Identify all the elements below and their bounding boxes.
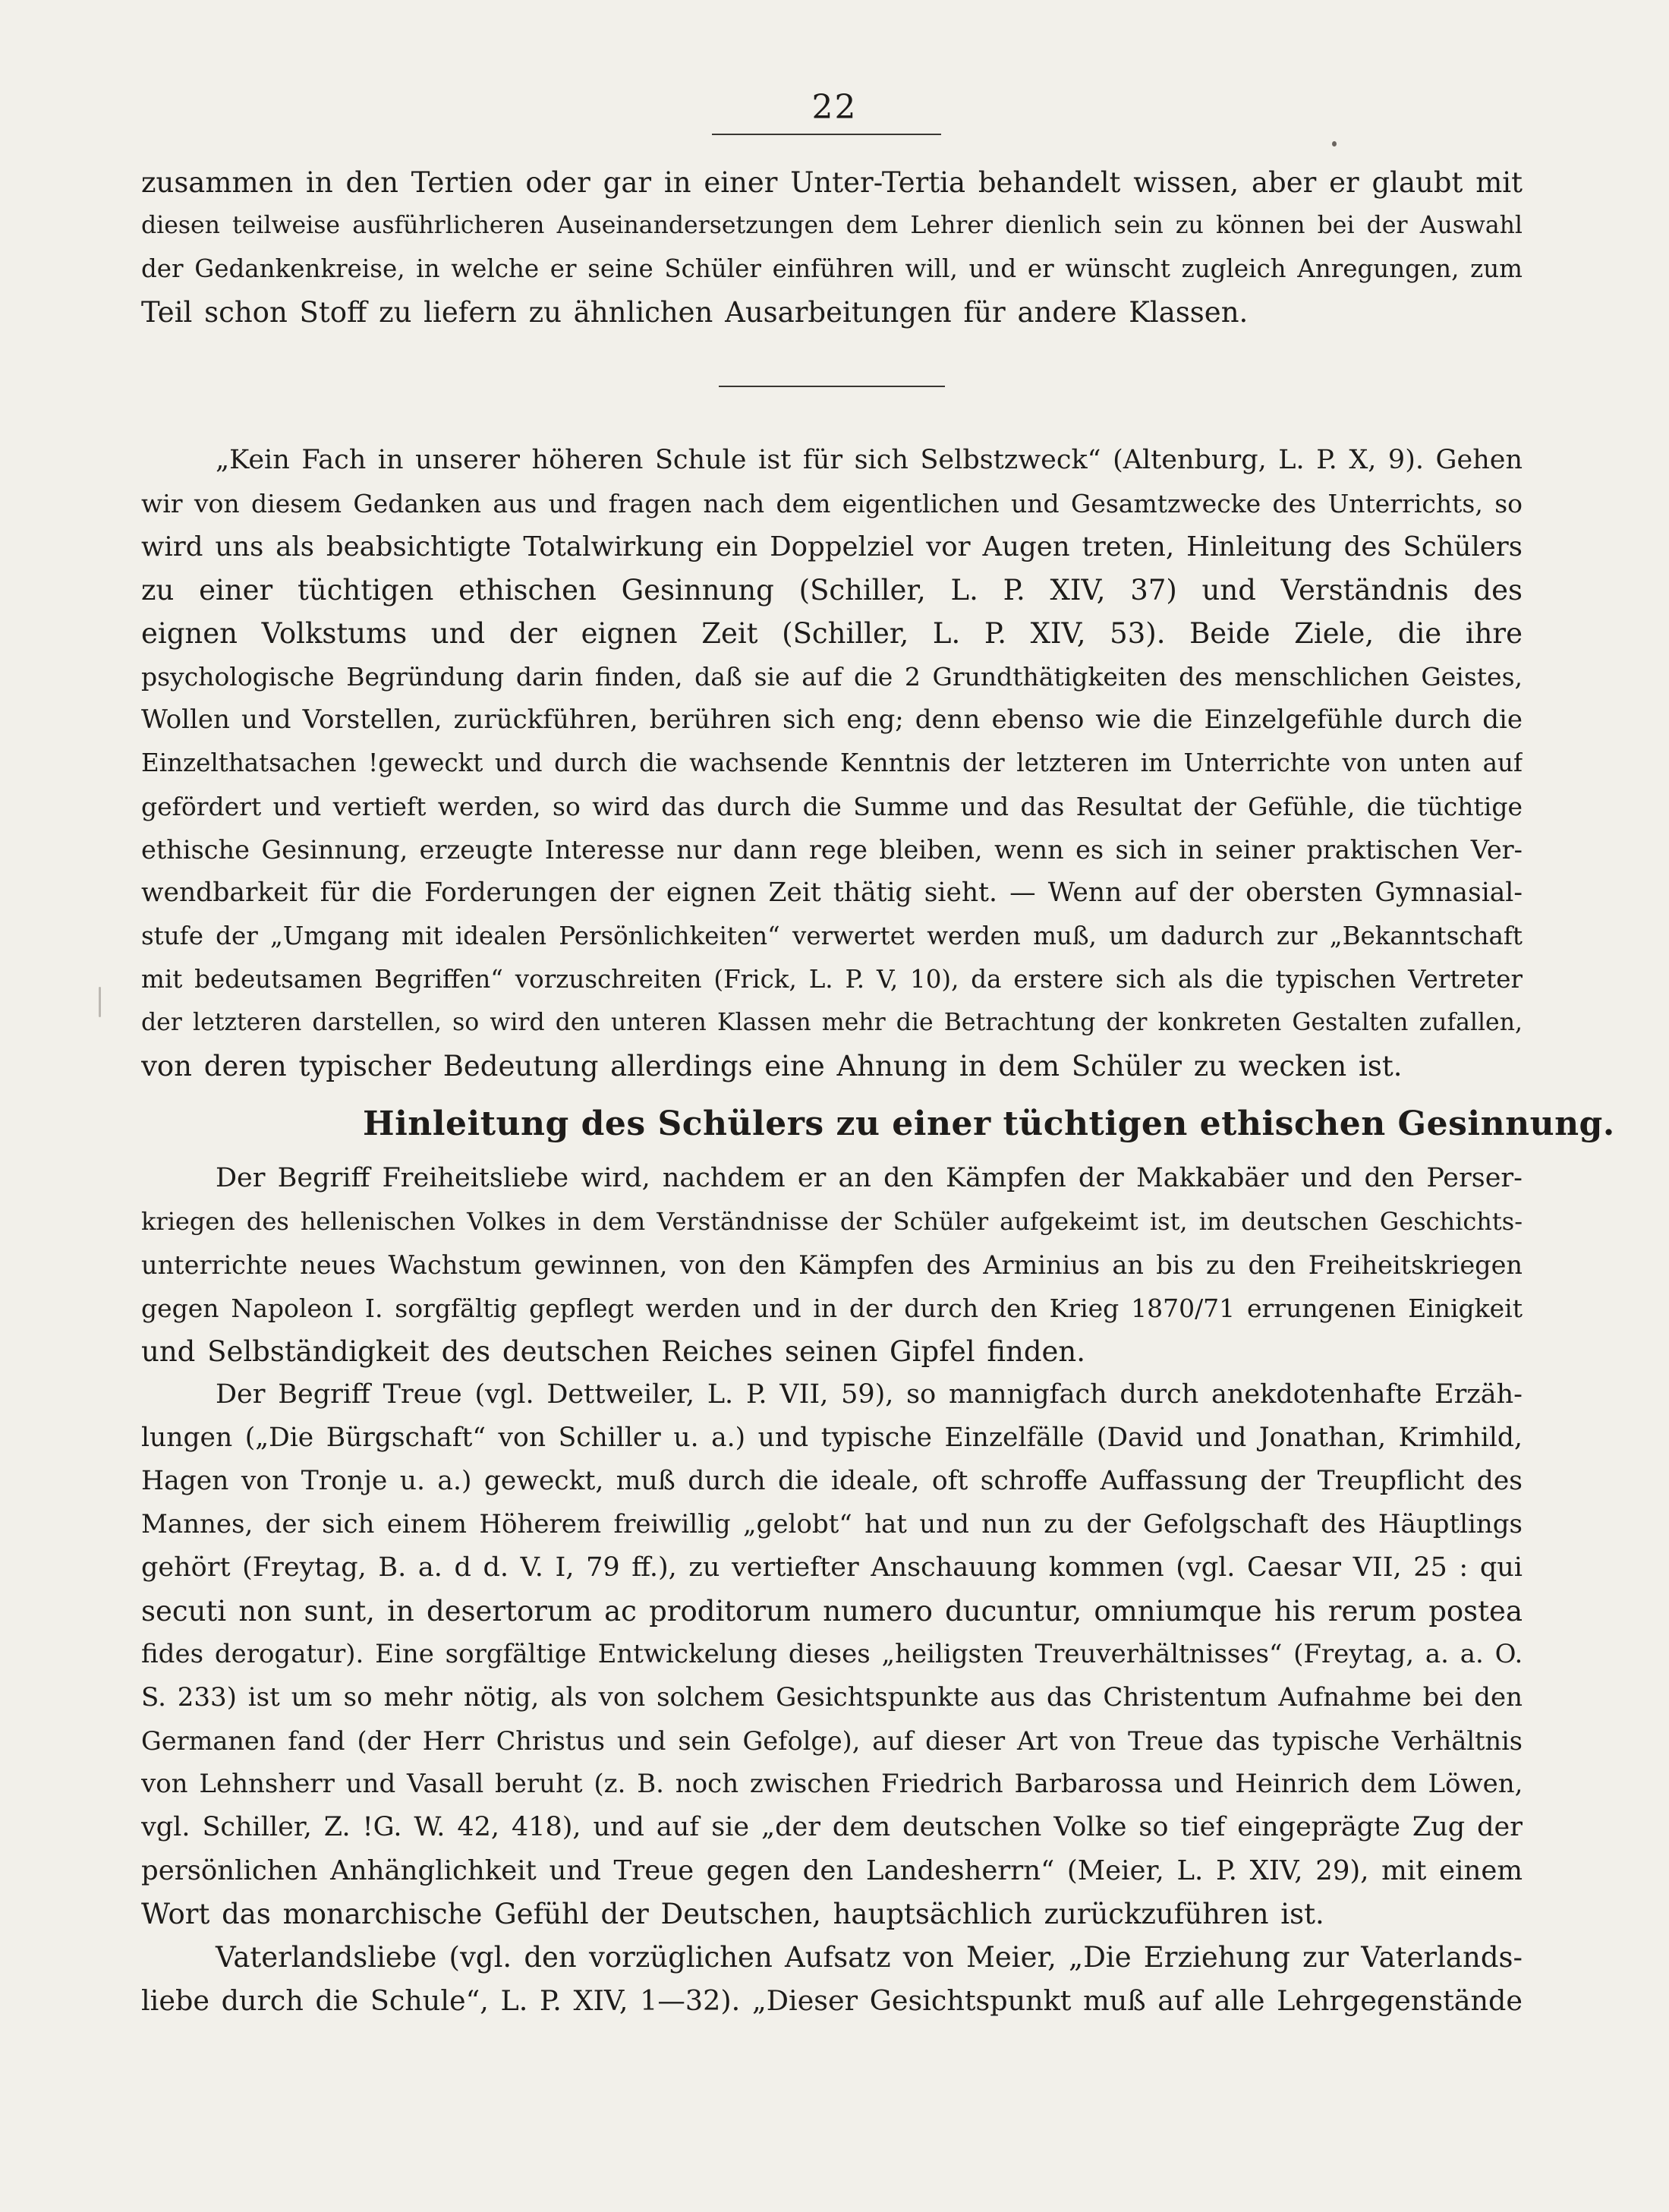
text-line: von deren typischer Bedeutung allerdings eine Ahnung in dem Schüler zu wecken ist.: [141, 1050, 1403, 1082]
text-line: vgl. Schiller, Z. !G. W. 42, 418), und auf sie „der dem deutschen Volke so tief eingeprägte Zug der: [141, 1812, 1523, 1842]
text-line: wir von diesem Gedanken aus und fragen nach dem eigentlichen und Gesamtzwecke des Unterrichts, so: [141, 489, 1523, 518]
text-line: lungen („Die Bürgschaft“ von Schiller u. a.) und typische Einzelfälle (David und Jonathan, Krimhild,: [141, 1423, 1523, 1453]
text-line: persönlichen Anhänglichkeit und Treue gegen den Landesherrn“ (Meier, L. P. XIV, 29), mit einem: [141, 1855, 1523, 1886]
text-line: der letzteren darstellen, so wird den unteren Klassen mehr die Betrachtung der konkreten Gestalten zufallen,: [141, 1009, 1523, 1036]
text-line: Wollen und Vorstellen, zurückführen, berühren sich eng; denn ebenso wie die Einzelgefühle durch die: [141, 704, 1523, 735]
text-line: wendbarkeit für die Forderungen der eignen Zeit thätig sieht. — Wenn auf der obersten Gymnasial-: [141, 878, 1523, 908]
text-line: Germanen fand (der Herr Christus und sein Gefolge), auf dieser Art von Treue das typische Verhältnis: [141, 1726, 1523, 1756]
text-line: der Gedankenkreise, in welche er seine Schüler einführen will, und er wünscht zugleich Anregungen, zum: [141, 254, 1523, 283]
text-line: S. 233) ist um so mehr nötig, als von solchem Gesichtspunkte aus das Christentum Aufnahme bei den: [141, 1682, 1523, 1713]
section-divider: [719, 386, 945, 387]
intro-paragraph: [141, 161, 1523, 334]
print-speck: [1332, 141, 1337, 147]
text-line: gegen Napoleon I. sorgfältig gepflegt werden und in der durch den Krieg 1870/71 errungenen Einigkeit: [141, 1293, 1523, 1323]
text-line: kriegen des hellenischen Volkes in dem Verständnisse der Schüler aufgekeimt ist, im deutschen Geschichts-: [141, 1207, 1523, 1236]
text-line: Einzelthatsachen !geweckt und durch die wachsende Kenntnis der letzteren im Unterrichte von unten auf: [141, 748, 1523, 777]
text-line: Wort das monarchische Gefühl der Deutschen, hauptsächlich zurückzuführen ist.: [141, 1898, 1324, 1930]
text-line: Vaterlandsliebe (vgl. den vorzüglichen Aufsatz von Meier, „Die Erziehung zur Vaterlands-: [216, 1941, 1523, 1974]
header-rule: [712, 134, 941, 135]
text-line: und Selbständigkeit des deutschen Reiches seinen Gipfel finden.: [141, 1335, 1085, 1368]
text-line: diesen teilweise ausführlicheren Auseinandersetzungen dem Lehrer dienlich sein zu können bei der Auswahl: [141, 212, 1523, 239]
text-line: wird uns als beabsichtigte Totalwirkung ein Doppelziel vor Augen treten, Hinleitung des Schülers: [141, 531, 1523, 562]
section-heading: Hinleitung des Schülers zu einer tüchtigen ethischen Gesinnung.: [363, 1104, 1615, 1143]
text-line: psychologische Begründung darin finden, daß sie auf die 2 Grundthätigkeiten des menschlichen Geistes,: [141, 662, 1523, 692]
text-line: zu einer tüchtigen ethischen Gesinnung (Schiller, L. P. XIV, 37) und Verständnis des: [141, 574, 1523, 607]
text-line: liebe durch die Schule“, L. P. XIV, 1—32). „Dieser Gesichtspunkt muß auf alle Lehrgegenstände: [141, 1984, 1523, 2017]
text-line: Mannes, der sich einem Höherem freiwillig „gelobt“ hat und nun zu der Gefolgschaft des Häuptlings: [141, 1509, 1523, 1539]
main-paragraph: [141, 439, 1523, 1088]
text-line: Teil schon Stoff zu liefern zu ähnlichen Ausarbeitungen für andere Klassen.: [141, 296, 1249, 329]
text-line: Hagen von Tronje u. a.) geweckt, muß durch die ideale, oft schroffe Auffassung der Treupflicht des: [141, 1466, 1523, 1496]
text-line: zusammen in den Tertien oder gar in einer Unter-Tertia behandelt wissen, aber er glaubt mit: [141, 166, 1523, 199]
text-line: von Lehnsherr und Vasall beruht (z. B. noch zwischen Friedrich Barbarossa und Heinrich dem Löwen,: [141, 1769, 1523, 1799]
text-line: eignen Volkstums und der eignen Zeit (Schiller, L. P. XIV, 53). Beide Ziele, die ihre: [141, 617, 1523, 650]
page-number: 22: [811, 88, 858, 127]
text-line: Der Begriff Treue (vgl. Dettweiler, L. P. VII, 59), so mannigfach durch anekdotenhafte Erzäh-: [216, 1379, 1523, 1410]
text-line: gefördert und vertieft werden, so wird das durch die Summe und das Resultat der Gefühle, die tüchtige: [141, 792, 1523, 821]
text-line: gehört (Freytag, B. a. d d. V. I, 79 ff.), zu vertiefter Anschauung kommen (vgl. Caesar VII, 25 : qui: [141, 1552, 1523, 1583]
text-line: „Kein Fach in unserer höheren Schule ist für sich Selbstzweck“ (Altenburg, L. P. X, 9). Gehen: [216, 445, 1523, 475]
text-line: unterrichte neues Wachstum gewinnen, von den Kämpfen des Arminius an bis zu den Freiheitskriegen: [141, 1250, 1523, 1280]
text-line: mit bedeutsamen Begriffen“ vorzuschreiten (Frick, L. P. V, 10), da erstere sich als die typischen Vertreter: [141, 965, 1523, 994]
text-line: fides derogatur). Eine sorgfältige Entwickelung dieses „heiligsten Treuverhältnisses“ (Freytag, a. a. O.: [141, 1639, 1523, 1669]
text-line: secuti non sunt, in desertorum ac proditorum numero ducuntur, omniumque his rerum postea: [141, 1595, 1523, 1627]
text-line: ethische Gesinnung, erzeugte Interesse nur dann rege bleiben, wenn es sich in seiner praktischen Ver-: [141, 835, 1523, 865]
text-line: Der Begriff Freiheitsliebe wird, nachdem er an den Kämpfen der Makkabäer und den Perser-: [216, 1163, 1523, 1193]
print-speck: [99, 987, 101, 1017]
text-line: stufe der „Umgang mit idealen Persönlichkeiten“ verwertet werden muß, um dadurch zur „Bekanntschaft: [141, 922, 1523, 950]
section-body: [141, 1157, 1523, 2022]
